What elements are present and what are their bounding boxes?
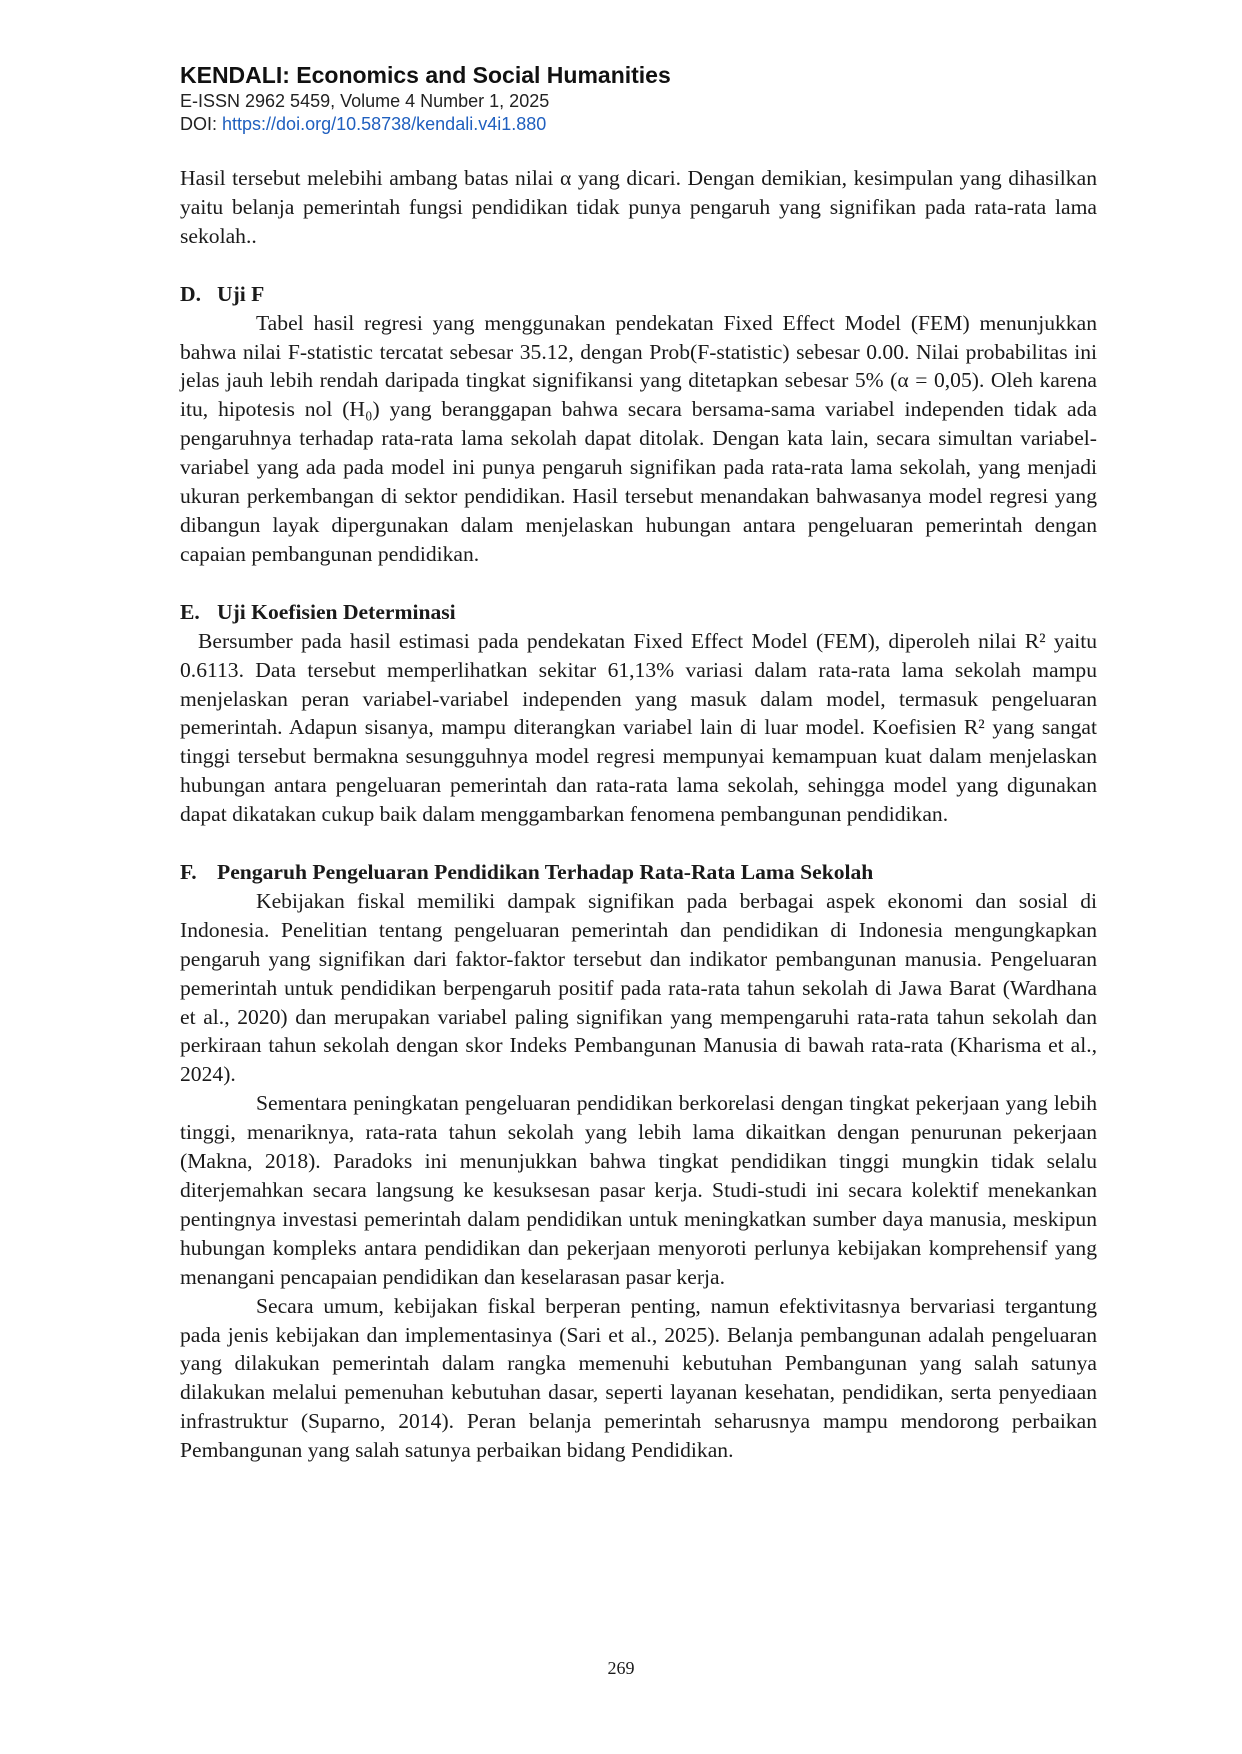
doi-line <box>180 113 671 136</box>
doi-link[interactable]: https://doi.org/10.58738/kendali.v4i1.880 <box>222 114 547 134</box>
article-body <box>180 164 1097 1465</box>
section-e-letter: E. <box>180 599 200 624</box>
section-d-letter: D. <box>180 281 201 306</box>
section-d-paragraph: Tabel hasil regresi yang menggunakan pendekatan Fixed Effect Model (FEM) menunjukkan bahwa nilai F-statistic tercatat sebesar 35.12, dengan Prob(F-statistic) sebesar 0.00. Nilai probabilitas ini jelas jauh lebih rendah daripada tingkat signifikansi yang ditetapkan sebesar 5% (α = 0,05). Oleh karena itu, hipotesis nol (H₀) yang beranggapan bahwa secara bersama-sama variabel independen tidak ada pengaruhnya terhadap rata-rata lama sekolah dapat ditolak. Dengan kata lain, secara simultan variabel-variabel yang ada pada model ini punya pengaruh signifikan pada rata-rata lama sekolah, yang menjadi ukuran perkembangan di sektor pendidikan. Hasil tersebut menandakan bahwasanya model regresi yang dibangun layak dipergunakan dalam menjelaskan hubungan antara pengeluaran pemerintah dengan capaian pembangunan pendidikan. <box>180 310 1097 566</box>
intro-paragraph: Hasil tersebut melebihi ambang batas nilai α yang dicari. Dengan demikian, kesimpulan yang dihasilkan yaitu belanja pemerintah fungsi pendidikan tidak punya pengaruh yang signifikan pada rata-rata lama sekolah.. <box>180 166 1097 248</box>
section-d-heading <box>180 280 1097 309</box>
section-e-paragraph: Bersumber pada hasil estimasi pada pendekatan Fixed Effect Model (FEM), diperoleh nilai R² yaitu 0.6113. Data tersebut memperlihatkan sekitar 61,13% variasi dalam rata-rata lama sekolah mampu menjelaskan peran variabel-variabel independen yang masuk dalam model, termasuk pengeluaran pemerintah. Adapun sisanya, mampu diterangkan variabel lain di luar model. Koefisien R² yang sangat tinggi tersebut bermakna sesungguhnya model regresi mempunyai kemampuan kuat dalam menjelaskan hubungan antara pengeluaran pemerintah dan rata-rata lama sekolah, sehingga model yang digunakan dapat dikatakan cukup baik dalam menggambarkan fenomena pembangunan pendidikan. <box>180 628 1097 827</box>
section-f-paragraph-2: Sementara peningkatan pengeluaran pendidikan berkorelasi dengan tingkat pekerjaan yang lebih tinggi, menariknya, rata-rata tahun sekolah yang lebih lama dikaitkan dengan penurunan pekerjaan (Makna, 2018). Paradoks ini menunjukkan bahwa tingkat pendidikan tinggi mungkin tidak selalu diterjemahkan secara langsung ke kesuksesan pasar kerja. Studi-studi ini secara kolektif menekankan pentingnya investasi pemerintah dalam pendidikan untuk meningkatkan sumber daya manusia, meskipun hubungan kompleks antara pendidikan dan pekerjaan menyoroti perlunya kebijakan komprehensif yang menangani pencapaian pendidikan dan keselarasan pasar kerja. <box>180 1091 1097 1289</box>
journal-header <box>180 60 671 136</box>
section-f-heading <box>180 858 1097 887</box>
section-d-title: Uji F <box>217 281 265 306</box>
section-e-title: Uji Koefisien Determinasi <box>217 599 456 624</box>
section-f-letter: F. <box>180 860 197 885</box>
journal-title: KENDALI: Economics and Social Humanities <box>180 62 671 88</box>
doi-label: DOI: <box>180 114 223 134</box>
section-f-paragraph-1: Kebijakan fiskal memiliki dampak signifikan pada berbagai aspek ekonomi dan sosial di Indonesia. Penelitian tentang pengeluaran pemerintah dan pendidikan di Indonesia mengungkapkan pengaruh yang signifikan dari faktor-faktor tersebut dan indikator pembangunan manusia. Pengeluaran pemerintah untuk pendidikan berpengaruh positif pada rata-rata tahun sekolah di Jawa Barat (Wardhana et al., 2020) dan merupakan variabel paling signifikan yang mempengaruhi rata-rata tahun sekolah dan perkiraan tahun sekolah dengan skor Indeks Pembangunan Manusia di bawah rata-rata (Kharisma et al., 2024). <box>180 888 1097 1087</box>
section-e-heading <box>180 598 1097 627</box>
page-number: 269 <box>607 1658 635 1678</box>
section-f-title: Pengaruh Pengeluaran Pendidikan Terhadap Rata-Rata Lama Sekolah <box>217 860 874 885</box>
issn-line: E-ISSN 2962 5459, Volume 4 Number 1, 2025 <box>180 91 550 111</box>
section-f-paragraph-3: Secara umum, kebijakan fiskal berperan penting, namun efektivitasnya bervariasi tergantung pada jenis kebijakan dan implementasinya (Sari et al., 2025). Belanja pembangunan adalah pengeluaran yang dilakukan pemerintah dalam rangka memenuhi kebutuhan Pembangunan yang salah satunya dilakukan melalui pemenuhan kebutuhan dasar, seperti layanan kesehatan, pendidikan, serta penyediaan infrastruktur (Suparno, 2014). Peran belanja pemerintah seharusnya mampu mendorong perbaikan Pembangunan yang salah satunya perbaikan bidang Pendidikan. <box>180 1293 1097 1463</box>
